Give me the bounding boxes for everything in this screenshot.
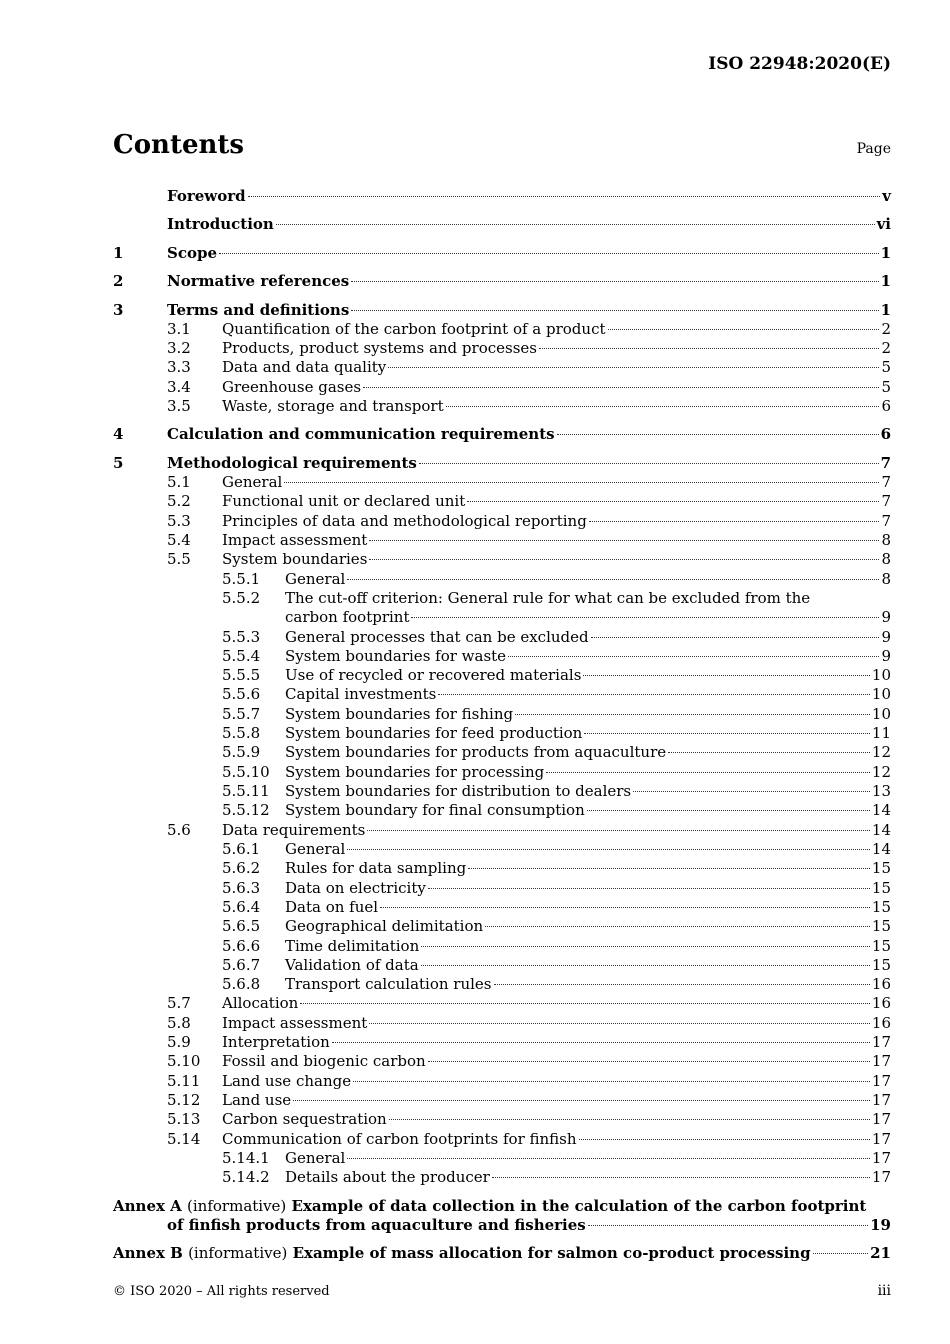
toc-entry-page: 7	[881, 492, 891, 510]
toc-entry[interactable]	[113, 897, 891, 917]
annex-b-entry[interactable]	[113, 1243, 891, 1263]
toc-entry-number: 5.3	[167, 512, 191, 530]
toc-entry-title: Impact assessment	[222, 1014, 368, 1032]
toc-entry-page: 5	[881, 378, 891, 396]
annex-a-title-line2: of finfish products from aquaculture and fisheries	[167, 1216, 586, 1234]
dot-leader	[813, 1252, 869, 1254]
dot-leader	[351, 309, 878, 311]
toc-entry-page: 15	[871, 898, 891, 916]
dot-leader	[300, 1002, 870, 1004]
toc-entry-title: System boundaries for distribution to dealers	[285, 782, 632, 800]
toc-entry-number: 5.6.6	[222, 937, 261, 955]
toc-entry-number: 5.14.2	[222, 1168, 270, 1186]
toc-entry[interactable]	[113, 858, 891, 878]
toc-entry-page: 8	[881, 531, 891, 549]
toc-entry-number: 2	[113, 272, 124, 290]
toc-entry-number: 5.5.7	[222, 705, 261, 723]
annex-a-title-line1: Example of data collection in the calculation of the carbon footprint	[291, 1197, 867, 1215]
toc-entry-page: 1	[880, 272, 891, 290]
dot-leader	[353, 1080, 870, 1082]
dot-leader	[389, 1118, 870, 1120]
toc-entry-number: 5.4	[167, 531, 191, 549]
toc-entry-page: 12	[871, 763, 891, 781]
dot-leader	[515, 713, 870, 715]
toc-entry[interactable]	[113, 781, 891, 801]
toc-entry-page: 17	[871, 1110, 891, 1128]
annex-b-informative: (informative)	[188, 1244, 288, 1262]
toc-entry[interactable]	[113, 396, 891, 416]
toc-entry-number: 3	[113, 301, 124, 319]
footer-copyright: © ISO 2020 – All rights reserved	[113, 1284, 330, 1299]
toc-entry-title: Data requirements	[222, 821, 366, 839]
toc-entry-title: Introduction	[167, 215, 274, 233]
toc-entry[interactable]	[113, 1167, 891, 1187]
toc-entry-title: Principles of data and methodological reporting	[222, 512, 587, 530]
toc-entry-number: 5.2	[167, 492, 191, 510]
toc-entry-number: 3.1	[167, 320, 191, 338]
dot-leader	[467, 500, 879, 502]
toc-entry-number: 5.5.11	[222, 782, 270, 800]
toc-entry-page: 14	[871, 821, 891, 839]
dot-leader	[380, 906, 870, 908]
dot-leader	[494, 983, 870, 985]
dot-leader	[276, 223, 875, 225]
dot-leader	[369, 1022, 870, 1024]
toc-entry-title: Time delimitation	[285, 937, 420, 955]
toc-entry[interactable]	[113, 646, 891, 666]
toc-entry-title: System boundaries for waste	[285, 647, 507, 665]
toc-entry[interactable]	[113, 338, 891, 358]
toc-entry-title: Normative references	[167, 272, 350, 290]
toc-entry-number: 3.4	[167, 378, 191, 396]
toc-entry-page: 10	[871, 685, 891, 703]
toc-entry-number: 3.3	[167, 358, 191, 376]
toc-entry-number: 5.6.8	[222, 975, 261, 993]
toc-entry-number: 5.1	[167, 473, 191, 491]
dot-leader	[485, 925, 870, 927]
toc-entry-title: Quantification of the carbon footprint of a product	[222, 320, 606, 338]
toc-entry[interactable]	[113, 357, 891, 377]
dot-leader	[421, 945, 870, 947]
toc-entry[interactable]	[113, 878, 891, 898]
toc-entry-title: Data and data quality	[222, 358, 387, 376]
toc-entry-page: 17	[871, 1033, 891, 1051]
toc-entry-title: Transport calculation rules	[285, 975, 492, 993]
toc-entry-page: 9	[881, 647, 891, 665]
annex-a-label: Annex A	[113, 1197, 182, 1215]
dot-leader	[363, 386, 879, 388]
toc-entry[interactable]	[113, 1129, 891, 1149]
toc-entry-title: System boundaries for feed production	[285, 724, 583, 742]
toc-entry[interactable]	[113, 723, 891, 743]
toc-entry-number: 5.11	[167, 1072, 201, 1090]
toc-entry-page: 17	[871, 1168, 891, 1186]
toc-entry-page: 10	[871, 705, 891, 723]
toc-entry-page: 7	[881, 512, 891, 530]
dot-leader	[428, 1060, 870, 1062]
dot-leader	[446, 405, 880, 407]
toc-entry-page: 11	[871, 724, 891, 742]
annex-a-entry-line2[interactable]	[113, 1215, 891, 1235]
dot-leader	[293, 1099, 870, 1101]
toc-entry-number: 5.5.1	[222, 570, 261, 588]
toc-entry[interactable]	[113, 271, 891, 291]
toc-entry-title: System boundaries for products from aquaculture	[285, 743, 667, 761]
annex-b-label: Annex B	[113, 1244, 183, 1262]
toc-entry-number: 5.6.2	[222, 859, 261, 877]
dot-leader	[411, 616, 879, 618]
toc-entry-number: 5.6.7	[222, 956, 261, 974]
toc-entry-number: 5.6.1	[222, 840, 261, 858]
toc-entry-page: 2	[881, 339, 891, 357]
document-id: ISO 22948:2020(E)	[708, 54, 891, 74]
dot-leader	[587, 809, 870, 811]
annex-a-entry[interactable]	[113, 1196, 866, 1216]
toc-entry-number: 5.14.1	[222, 1149, 270, 1167]
toc-entry-page: v	[882, 187, 891, 205]
toc-entry-page: 9	[881, 608, 891, 626]
dot-leader	[347, 848, 870, 850]
toc-entry-number: 5.5.12	[222, 801, 270, 819]
toc-entry-title: Rules for data sampling	[285, 859, 467, 877]
toc-entry[interactable]	[113, 665, 891, 685]
toc-entry[interactable]	[113, 1071, 891, 1091]
dot-leader	[388, 366, 879, 368]
dot-leader	[468, 867, 870, 869]
page-column-label: Page	[856, 141, 891, 157]
toc-entry[interactable]	[113, 319, 891, 339]
toc-entry-title: System boundaries for processing	[285, 763, 545, 781]
toc-entry[interactable]	[113, 955, 891, 975]
toc-entry[interactable]	[113, 1090, 891, 1110]
annex-b-title: Example of mass allocation for salmon co-product processing	[292, 1244, 811, 1262]
toc-entry-page: 8	[881, 550, 891, 568]
toc-entry-title: Waste, storage and transport	[222, 397, 444, 415]
toc-entry-page: 1	[880, 244, 891, 262]
toc-entry-number: 5.6.3	[222, 879, 261, 897]
toc-entry-title: General	[222, 473, 283, 491]
toc-entry[interactable]	[113, 742, 891, 762]
toc-entry[interactable]	[113, 1051, 891, 1071]
toc-entry-number: 5.13	[167, 1110, 201, 1128]
toc-entry-number: 5.6.5	[222, 917, 261, 935]
toc-entry-page: 15	[871, 917, 891, 935]
dot-leader	[438, 693, 870, 695]
toc-entry-page: 17	[871, 1091, 891, 1109]
dot-leader	[539, 347, 879, 349]
toc-entry-page: 9	[881, 628, 891, 646]
toc-entry-number: 5.6	[167, 821, 191, 839]
toc-entry-page: 15	[871, 879, 891, 897]
toc-entry-page: 1	[880, 301, 891, 319]
toc-entry-title: Allocation	[222, 994, 299, 1012]
toc-entry-title: Foreword	[167, 187, 246, 205]
toc-entry-number: 5	[113, 454, 124, 472]
toc-entry-title: Data on fuel	[285, 898, 379, 916]
page-title: Contents	[113, 130, 245, 160]
toc-entry[interactable]	[113, 214, 891, 234]
toc-entry[interactable]	[113, 704, 891, 724]
toc-entry[interactable]	[113, 820, 891, 840]
footer-page-number: iii	[877, 1283, 891, 1299]
toc-entry-number: 5.6.4	[222, 898, 261, 916]
toc-entry-page: 5	[881, 358, 891, 376]
toc-entry-page: 7	[881, 473, 891, 491]
toc-entry-number: 3.2	[167, 339, 191, 357]
toc-entry-title: The cut-off criterion: General rule for what can be excluded from the	[285, 589, 811, 607]
toc-entry-title: Scope	[167, 244, 218, 262]
dot-leader	[347, 1157, 870, 1159]
toc-entry[interactable]	[113, 1109, 891, 1129]
toc-entry-page: 17	[871, 1052, 891, 1070]
toc-entry-title: General	[285, 1149, 346, 1167]
toc-entry-page: 14	[871, 801, 891, 819]
dot-leader	[369, 539, 879, 541]
toc-entry-title: Land use	[222, 1091, 292, 1109]
toc-entry-number: 5.5	[167, 550, 191, 568]
dot-leader	[557, 433, 879, 435]
toc-entry[interactable]	[113, 684, 891, 704]
toc-entry-number: 5.5.3	[222, 628, 261, 646]
toc-entry[interactable]	[113, 1013, 891, 1033]
toc-entry-page: vi	[876, 215, 891, 233]
annex-a-informative: (informative)	[187, 1197, 287, 1215]
dot-leader	[579, 1138, 870, 1140]
toc-entry[interactable]	[113, 916, 891, 936]
toc-entry[interactable]	[113, 453, 891, 473]
toc-entry[interactable]	[113, 186, 891, 206]
toc-entry-number: 5.5.9	[222, 743, 261, 761]
toc-entry-page: 17	[871, 1130, 891, 1148]
toc-entry-page: 6	[880, 425, 891, 443]
toc-entry[interactable]	[113, 607, 891, 627]
dot-leader	[589, 520, 880, 522]
toc-entry-title: General	[285, 570, 346, 588]
toc-entry-number: 5.14	[167, 1130, 201, 1148]
dot-leader	[347, 578, 879, 580]
toc-entry[interactable]	[113, 530, 891, 550]
dot-leader	[584, 732, 870, 734]
dot-leader	[351, 280, 878, 282]
dot-leader	[668, 751, 870, 753]
toc-entry[interactable]	[113, 1032, 891, 1052]
toc-entry[interactable]	[113, 491, 891, 511]
toc-entry[interactable]	[113, 549, 891, 569]
dot-leader	[633, 790, 870, 792]
toc-entry-number: 5.8	[167, 1014, 191, 1032]
toc-entry-title: Use of recycled or recovered materials	[285, 666, 582, 684]
toc-entry[interactable]	[113, 627, 891, 647]
toc-entry-page: 6	[881, 397, 891, 415]
toc-entry[interactable]	[113, 800, 891, 820]
dot-leader	[508, 655, 879, 657]
toc-entry-title: Greenhouse gases	[222, 378, 362, 396]
toc-entry-page: 17	[871, 1072, 891, 1090]
dot-leader	[608, 328, 880, 330]
toc-entry[interactable]	[113, 472, 891, 492]
toc-entry-title: Products, product systems and processes	[222, 339, 537, 357]
toc-entry-title: Terms and definitions	[167, 301, 350, 319]
toc-entry-title: General	[285, 840, 346, 858]
toc-entry-page: 17	[871, 1149, 891, 1167]
toc-entry-number: 5.5.4	[222, 647, 261, 665]
toc-entry-title: Validation of data	[285, 956, 419, 974]
toc-entry-page: 2	[881, 320, 891, 338]
annex-b-page: 21	[870, 1244, 891, 1262]
toc-entry-title: carbon footprint	[285, 608, 410, 626]
toc-entry-title: Data on electricity	[285, 879, 426, 897]
toc-entry[interactable]	[113, 974, 891, 994]
dot-leader	[219, 252, 879, 254]
toc-entry-page: 10	[871, 666, 891, 684]
toc-entry-number: 5.10	[167, 1052, 201, 1070]
toc-entry[interactable]	[113, 511, 891, 531]
dot-leader	[419, 462, 879, 464]
toc-entry[interactable]	[113, 588, 891, 608]
toc-entry-number: 3.5	[167, 397, 191, 415]
dot-leader	[367, 829, 870, 831]
annex-a-page: 19	[870, 1216, 891, 1234]
toc-entry-title: Land use change	[222, 1072, 352, 1090]
toc-entry-number: 5.5.6	[222, 685, 261, 703]
toc-entry[interactable]	[113, 1148, 891, 1168]
dot-leader	[583, 674, 870, 676]
toc-entry-title: System boundary for final consumption	[285, 801, 585, 819]
toc-entry[interactable]	[113, 377, 891, 397]
toc-entry-page: 15	[871, 937, 891, 955]
toc-entry-page: 16	[871, 1014, 891, 1032]
toc-entry-page: 14	[871, 840, 891, 858]
toc-entry-title: System boundaries for fishing	[285, 705, 514, 723]
toc-entry-number: 5.9	[167, 1033, 191, 1051]
dot-leader	[284, 481, 879, 483]
dot-leader	[428, 887, 870, 889]
toc-entry-number: 1	[113, 244, 124, 262]
toc-entry-number: 5.7	[167, 994, 191, 1012]
toc-entry-title: Methodological requirements	[167, 454, 417, 472]
toc-entry-title: Functional unit or declared unit	[222, 492, 466, 510]
toc-entry-number: 5.5.8	[222, 724, 261, 742]
toc-entry[interactable]	[113, 243, 891, 263]
toc-entry-title: Fossil and biogenic carbon	[222, 1052, 426, 1070]
toc-entry-number: 5.5.10	[222, 763, 270, 781]
toc-entry-title: Interpretation	[222, 1033, 330, 1051]
toc-entry[interactable]	[113, 993, 891, 1013]
toc-entry-page: 12	[871, 743, 891, 761]
toc-entry-number: 4	[113, 425, 124, 443]
toc-entry-page: 7	[880, 454, 891, 472]
toc-entry-page: 8	[881, 570, 891, 588]
toc-entry-title: Calculation and communication requirements	[167, 425, 555, 443]
dot-leader	[332, 1041, 870, 1043]
toc-entry[interactable]	[113, 424, 891, 444]
dot-leader	[588, 1224, 868, 1226]
toc-entry-title: System boundaries	[222, 550, 368, 568]
toc-entry-number: 5.12	[167, 1091, 201, 1109]
toc-entry-page: 15	[871, 956, 891, 974]
toc-entry-page: 13	[871, 782, 891, 800]
dot-leader	[248, 195, 881, 197]
dot-leader	[546, 771, 870, 773]
toc-entry-title: General processes that can be excluded	[285, 628, 589, 646]
toc-entry-page: 16	[871, 994, 891, 1012]
toc-entry-title: Communication of carbon footprints for finfish	[222, 1130, 577, 1148]
dot-leader	[591, 636, 880, 638]
toc-entry[interactable]	[113, 569, 891, 589]
toc-entry-number: 5.5.5	[222, 666, 261, 684]
toc-entry-title: Geographical delimitation	[285, 917, 484, 935]
toc-entry-title: Details about the producer	[285, 1168, 490, 1186]
dot-leader	[421, 964, 870, 966]
toc-entry-number: 5.5.2	[222, 589, 261, 607]
toc-entry[interactable]	[113, 762, 891, 782]
toc-entry-title: Carbon sequestration	[222, 1110, 387, 1128]
toc-entry[interactable]	[113, 839, 891, 859]
toc-entry-page: 15	[871, 859, 891, 877]
toc-entry[interactable]	[113, 936, 891, 956]
toc-entry-page: 16	[871, 975, 891, 993]
dot-leader	[369, 558, 879, 560]
toc-entry[interactable]	[113, 300, 891, 320]
dot-leader	[492, 1176, 870, 1178]
toc-entry-title: Impact assessment	[222, 531, 368, 549]
toc-entry-title: Capital investments	[285, 685, 437, 703]
